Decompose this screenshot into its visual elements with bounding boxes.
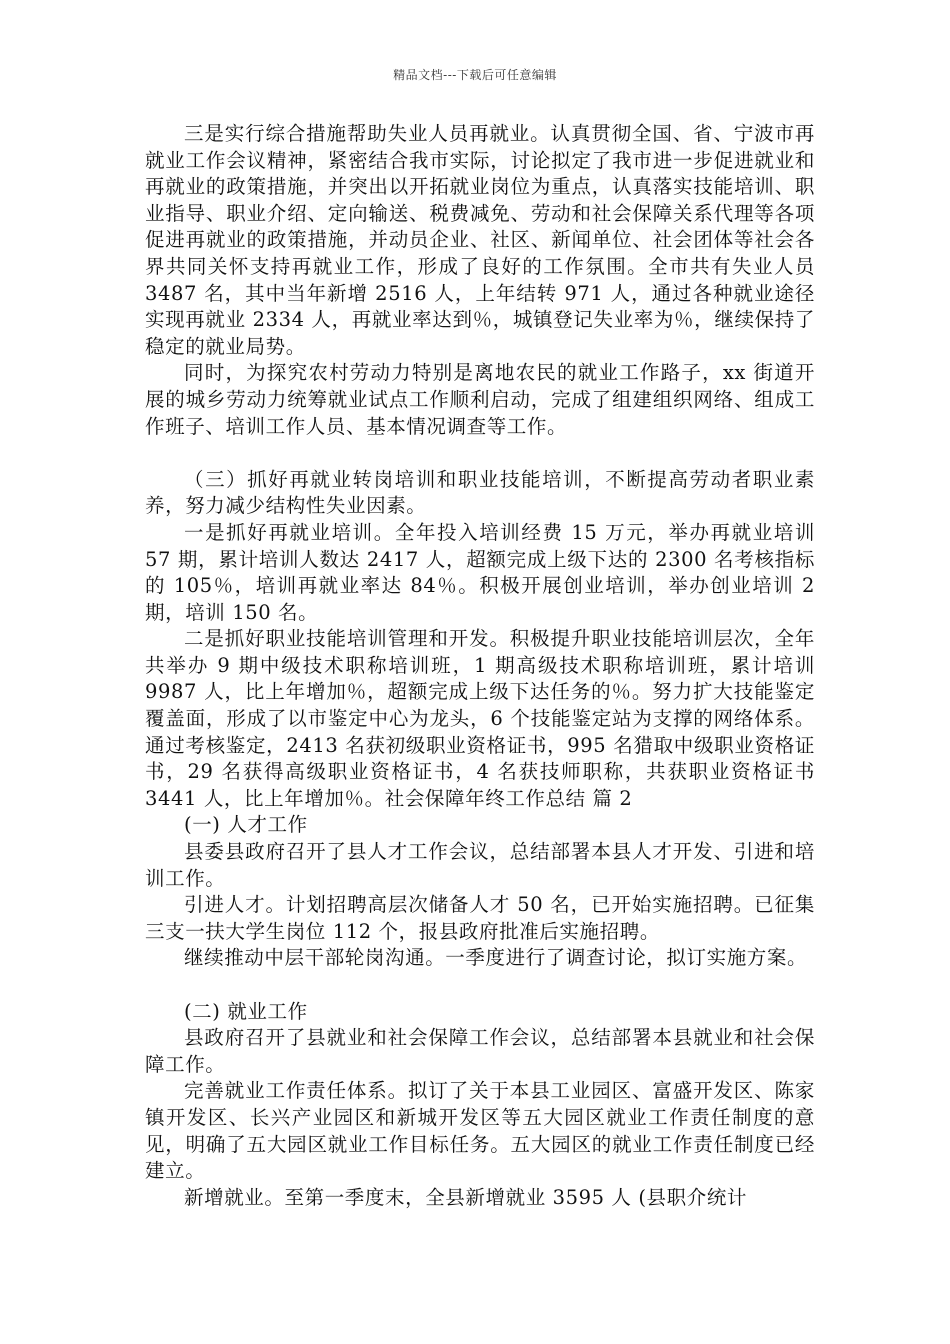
section-heading-employment: (二) 就业工作 <box>184 999 308 1023</box>
section-heading-training: （三）抓好再就业转岗培训和职业技能培训，不断提高劳动者职业素养，努力减少结构性失业因素。 <box>145 467 815 518</box>
document-body <box>145 121 815 1211</box>
paragraph-rural-labor-pilot: 同时，为探究农村劳动力特别是离地农民的就业工作路子，xx 街道开展的城乡劳动力统筹就业试点工作顺利启动，完成了组建组织网络、组成工作班子、培训工作人员、基本情况调查等工作。 <box>145 361 815 438</box>
paragraph-employment-meeting: 县政府召开了县就业和社会保障工作会议，总结部署本县就业和社会保障工作。 <box>145 1026 815 1076</box>
paragraph-new-employment: 新增就业。至第一季度末，全县新增就业 3595 人 (县职介统计 <box>184 1185 748 1209</box>
paragraph-re-employment-measures: 三是实行综合措施帮助失业人员再就业。认真贯彻全国、省、宁波市再就业工作会议精神，紧密结合我市实际，讨论拟定了我市进一步促进就业和再就业的政策措施，并突出以开拓就业岗位为重点，认真落实技能培训、职业指导、职业介绍、定向输送、税费减免、劳动和社会保障关系代理等各项促进再就业的政策措施，并动员企业、社区、新闻单位、社会团体等社会各界共同关怀支持再就业工作，形成了良好的工作氛围。全市共有失业人员 3487 名，其中当年新增 2516 人，上年结转 971 人，通过各种就业途径实现再就业 2334 人，再就业率达到％，城镇登记失业率为％，继续保持了稳定的就业局势。 <box>145 122 815 358</box>
page-header: 精品文档---下载后可任意编辑 <box>393 68 557 82</box>
paragraph-re-employment-training: 一是抓好再就业培训。全年投入培训经费 15 万元，举办再就业培训 57 期，累计培训人数达 2417 人，超额完成上级下达的 2300 名考核指标的 105％，培训再就业率达 84％。积极开展创业培训，举办创业培训 2 期，培训 150 名。 <box>145 520 815 624</box>
paragraph-talent-meeting: 县委县政府召开了县人才工作会议，总结部署本县人才开发、引进和培训工作。 <box>145 840 815 890</box>
section-heading-talent: (一) 人才工作 <box>184 813 308 837</box>
blank-line <box>145 972 815 999</box>
paragraph-vocational-skills: 二是抓好职业技能培训管理和开发。积极提升职业技能培训层次，全年共举办 9 期中级技术职称培训班，1 期高级技术职称培训班，累计培训 9987 人，比上年增加％，超额完成上级下达任务的％。努力扩大技能鉴定覆盖面，形成了以市鉴定中心为龙头，6 个技能鉴定站为支撑的网络体系。通过考核鉴定，2413 名获初级职业资格证书，995 名猎取中级职业资格证书，29 名获得高级职业资格证书，4 名获技师职称，共获职业资格证书 3441 人，比上年增加％。社会保障年终工作总结 篇 2 <box>145 627 815 810</box>
paragraph-cadre-rotation: 继续推动中层干部轮岗沟通。一季度进行了调查讨论，拟订实施方案。 <box>184 946 808 970</box>
paragraph-talent-recruitment: 引进人才。计划招聘高层次储备人才 50 名，已开始实施招聘。已征集三支一扶大学生岗位 112 个，报县政府批准后实施招聘。 <box>145 893 815 943</box>
blank-line <box>145 440 815 467</box>
paragraph-responsibility-system: 完善就业工作责任体系。拟订了关于本县工业园区、富盛开发区、陈家镇开发区、长兴产业园区和新城开发区等五大园区就业工作责任制度的意见，明确了五大园区就业工作目标任务。五大园区的就业工作责任制度已经建立。 <box>145 1079 815 1183</box>
